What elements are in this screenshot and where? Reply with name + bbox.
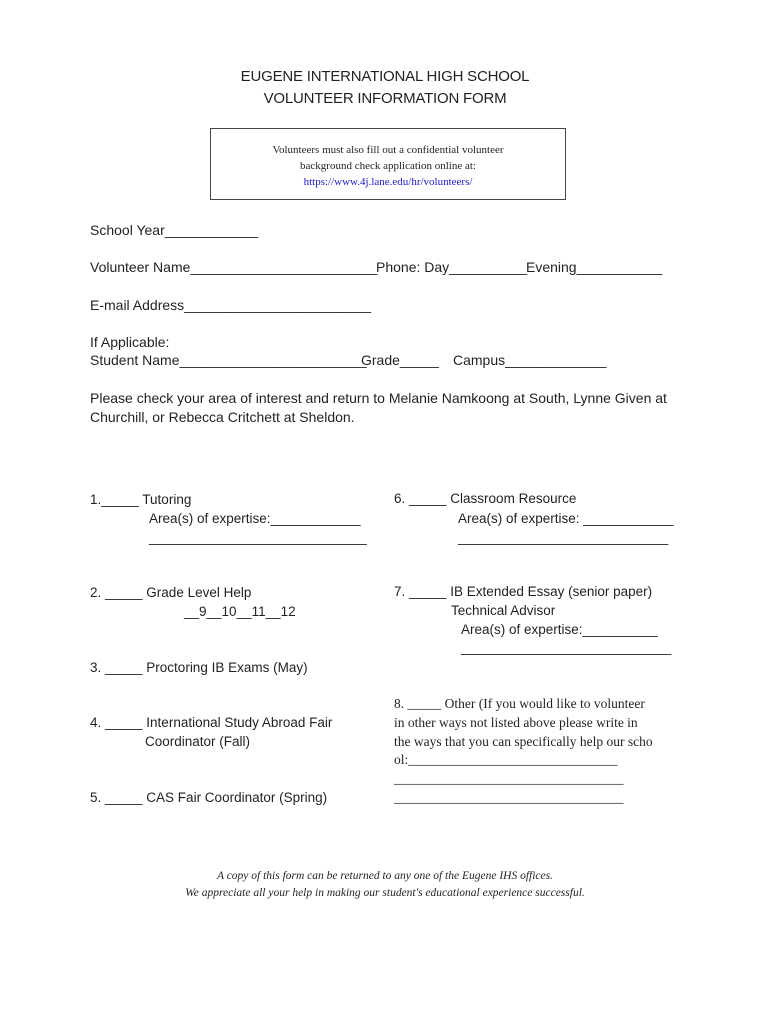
school-year-field[interactable]: School Year____________ [90,222,259,238]
study-abroad-fair-sub: Coordinator (Fall) [145,734,251,749]
ib-essay-expertise-line[interactable]: ____________________________ [461,640,672,655]
if-applicable-label: If Applicable: [90,334,170,350]
tutoring-expertise-line[interactable]: _____________________________ [149,530,367,545]
grade-field[interactable]: Grade_____ [361,352,439,368]
email-field[interactable]: E-mail Address________________________ [90,297,372,313]
option-grade-level-help[interactable]: 2. _____ Grade Level Help [90,585,252,600]
notice-url-link[interactable]: https://www.4j.lane.edu/hr/volunteers/ [303,176,473,188]
other-write-line2[interactable]: __________________________________ [394,790,624,805]
campus-field[interactable]: Campus_____________ [453,352,607,368]
volunteer-name-field[interactable]: Volunteer Name________________________ [90,259,378,275]
footer-line2: We appreciate all your help in making our student's educational experience successful. [185,887,585,899]
evening-phone-field[interactable]: Evening___________ [526,259,663,275]
grade-level-choices[interactable]: __9__10__11__12 [184,604,296,619]
tutoring-expertise-field[interactable]: Area(s) of expertise:____________ [149,511,361,526]
other-text-line2: in other ways not listed above please write in [394,715,638,730]
ib-essay-technical-advisor: Technical Advisor [451,603,556,618]
other-write-line1[interactable]: __________________________________ [394,771,624,786]
notice-line1: Volunteers must also fill out a confidential volunteer [272,144,504,156]
option-ib-extended-essay[interactable]: 7. _____ IB Extended Essay (senior paper) [394,584,653,599]
form-title-line2: VOLUNTEER INFORMATION FORM [263,90,507,107]
phone-day-field[interactable]: Phone: Day__________ [376,259,528,275]
other-text-line4[interactable]: ol:_______________________________ [394,752,618,767]
other-text-line3: the ways that you can specifically help our scho [394,734,653,749]
footer-line1: A copy of this form can be returned to any one of the Eugene IHS offices. [217,870,553,882]
option-classroom-resource[interactable]: 6. _____ Classroom Resource [394,491,577,506]
instructions-line2: Churchill, or Rebecca Critchett at Sheldon. [90,409,355,425]
student-name-field[interactable]: Student Name________________________ [90,352,367,368]
option-tutoring[interactable]: 1._____ Tutoring [90,492,192,507]
classroom-expertise-field[interactable]: Area(s) of expertise: ____________ [458,511,674,526]
option-proctoring[interactable]: 3. _____ Proctoring IB Exams (May) [90,660,308,675]
instructions-line1: Please check your area of interest and return to Melanie Namkoong at South, Lynne Given at [90,390,667,406]
ib-essay-expertise-field[interactable]: Area(s) of expertise:__________ [461,622,658,637]
classroom-expertise-line[interactable]: ____________________________ [458,530,669,545]
option-study-abroad-fair[interactable]: 4. _____ International Study Abroad Fair [90,715,333,730]
option-cas-fair[interactable]: 5. _____ CAS Fair Coordinator (Spring) [90,790,328,805]
background-check-notice [210,128,566,200]
form-title-line1: EUGENE INTERNATIONAL HIGH SCHOOL [240,68,530,85]
option-other[interactable]: 8. _____ Other (If you would like to volunteer [394,696,645,711]
notice-line2: background check application online at: [300,160,476,172]
